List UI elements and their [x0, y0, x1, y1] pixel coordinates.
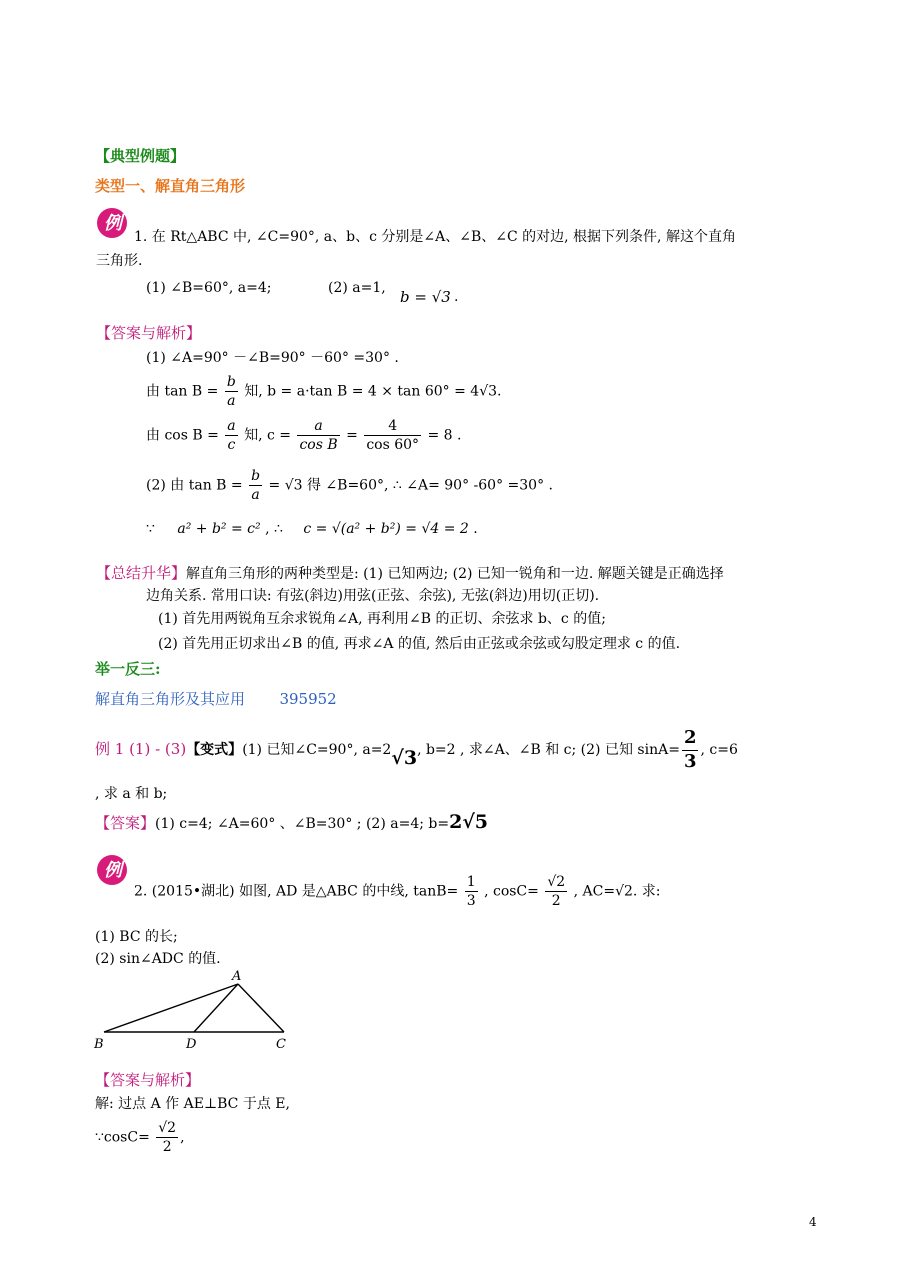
example2-question1: (1) BC 的长;: [95, 929, 178, 945]
variant-text1: (1) 已知∠C=90°, a=2: [242, 742, 392, 759]
fraction-denominator: 2: [162, 1139, 172, 1156]
solution1-line1: (1) ∠A=90° －∠B=90° －60° =30° .: [146, 350, 399, 366]
section-heading-typical-examples: 【典型例题】: [95, 147, 186, 165]
label-d: D: [186, 1037, 197, 1052]
solution1-line2-body: 知, b = a·tan B = 4 × tan 60° = 4√3: [244, 383, 498, 400]
example1-line1: 1. 在 Rt△ABC 中, ∠C=90°, a、b、c 分别是∠A、∠B、∠C 的对边, 根据下列条件, 解这个直角: [134, 229, 736, 245]
solution1-line2-prefix: 由 tan B =: [146, 383, 219, 400]
variant-line2: , 求 a 和 b;: [95, 786, 168, 802]
solution1-line2: [146, 374, 502, 409]
label-c: C: [276, 1037, 286, 1052]
fraction-denominator: cos 60°: [366, 437, 420, 454]
video-link[interactable]: 解直角三角形及其应用: [95, 690, 246, 708]
fraction-denominator: a: [227, 393, 236, 410]
triangle-figure: [88, 968, 298, 1052]
example1-condition2-period: .: [454, 289, 459, 305]
example1-condition1: (1) ∠B=60°, a=4;: [146, 280, 272, 296]
solution1-line3-prefix: 由 cos B =: [146, 427, 219, 444]
solution1-line5-end: .: [473, 521, 478, 537]
answer-text: (1) c=4; ∠A=60° 、∠B=30° ; (2) a=4; b=: [155, 816, 450, 832]
solution2-prefix: ∵cosC=: [95, 1129, 150, 1146]
svg-text:例: 例: [104, 213, 122, 234]
answer-value: 2√5: [449, 811, 489, 833]
video-code: 395952: [279, 690, 337, 708]
solution1-line5-equation1: a² + b² = c²: [177, 521, 261, 537]
fraction-numerator: √2: [545, 874, 567, 892]
fraction-denominator: c: [227, 437, 236, 454]
variant-line1: [95, 728, 738, 772]
solution1-line4-body: = √3 得 ∠B=60°, ∴ ∠A= 90° -60° =30° .: [268, 477, 553, 494]
fraction-denominator: 3: [466, 893, 476, 910]
answer-tag: 【答案】: [95, 814, 156, 832]
fraction-numerator: b: [249, 468, 262, 486]
because-symbol: ∵: [146, 521, 155, 537]
variant-sqrt3: √3: [391, 747, 418, 770]
label-a: A: [232, 969, 242, 984]
example-badge-icon: [96, 852, 130, 886]
solution2-line1: 解: 过点 A 作 AE⊥BC 于点 E,: [95, 1096, 290, 1112]
summary-line1: [96, 566, 724, 581]
solution1-line3: [146, 418, 461, 453]
video-link-row: [95, 692, 337, 707]
fraction-numerator: 2: [682, 728, 699, 751]
example2-question2: (2) sin∠ADC 的值.: [95, 951, 221, 967]
fraction-numerator: a: [297, 418, 339, 436]
example1-line2: 三角形.: [96, 253, 143, 269]
example1-condition2: (2) a=1,: [328, 280, 386, 296]
variant-tag: 【变式】: [186, 742, 243, 759]
summary-line3: (1) 首先用两锐角互余求锐角∠A, 再利用∠B 的正切、余弦求 b、c 的值;: [158, 611, 606, 627]
example2-prefix: 2. (2015•湖北) 如图, AD 是△ABC 的中线, tanB=: [134, 883, 459, 900]
therefore-symbol: , ∴: [265, 521, 283, 537]
fraction-denominator: a: [251, 487, 260, 504]
fraction-denominator: 3: [683, 750, 697, 772]
example-badge-icon: [96, 205, 130, 239]
answer-analysis-tag: 【答案与解析】: [96, 324, 202, 342]
example1-condition2-math: b = √3: [400, 288, 451, 306]
equals-sign: =: [346, 427, 358, 444]
label-b: B: [94, 1037, 104, 1052]
svg-text:例: 例: [104, 860, 122, 881]
solution1-line3-body: 知, c =: [244, 427, 292, 444]
solution1-line4: [146, 468, 553, 503]
fraction-denominator: 2: [551, 893, 561, 910]
example2-end: , AC=√2. 求:: [573, 883, 661, 900]
solution2-end: ,: [180, 1129, 185, 1146]
solution1-line5: [146, 522, 478, 536]
solution2-line2: [95, 1120, 185, 1155]
fraction-numerator: √2: [156, 1120, 178, 1138]
solution1-line5-equation2: c = √(a² + b²) = √4 = 2: [303, 521, 469, 537]
page-number: 4: [809, 1215, 817, 1229]
summary-text: 解直角三角形的两种类型是: (1) 已知两边; (2) 已知一锐角和一边. 解题关键是正确选择: [186, 566, 724, 582]
fraction-denominator: cos B: [299, 437, 338, 454]
example2-mid: , cosC=: [484, 883, 539, 900]
solution1-line3-end: = 8 .: [427, 427, 462, 444]
summary-tag: 【总结升华】: [96, 564, 187, 582]
fraction-numerator: 4: [364, 418, 421, 436]
section-heading-type-one: 类型一、解直角三角形: [95, 177, 246, 195]
solution1-line2-end: .: [497, 383, 502, 400]
variant-label: 例 1 (1) - (3): [95, 740, 187, 759]
answer-analysis-tag-2: 【答案与解析】: [95, 1071, 201, 1089]
segment-ac: [238, 984, 284, 1032]
example2-line1: [134, 874, 661, 909]
variant-answer: [95, 813, 488, 832]
variant-text2: , b=2 , 求∠A、∠B 和 c; (2) 已知 sinA=: [417, 742, 680, 759]
summary-line2: 边角关系. 常用口诀: 有弦(斜边)用弦(正弦、余弦), 无弦(斜边)用切(正切).: [146, 588, 600, 604]
section-heading-juyifansan: 举一反三:: [95, 660, 161, 678]
variant-text3: , c=6: [700, 742, 738, 759]
fraction-numerator: a: [225, 418, 237, 436]
fraction-numerator: b: [225, 374, 238, 392]
solution1-line4-prefix: (2) 由 tan B =: [146, 477, 243, 494]
segment-ab: [104, 984, 238, 1032]
fraction-numerator: 1: [465, 874, 478, 892]
summary-line4: (2) 首先用正切求出∠B 的值, 再求∠A 的值, 然后由正弦或余弦或勾股定理求 c 的值.: [158, 636, 681, 652]
